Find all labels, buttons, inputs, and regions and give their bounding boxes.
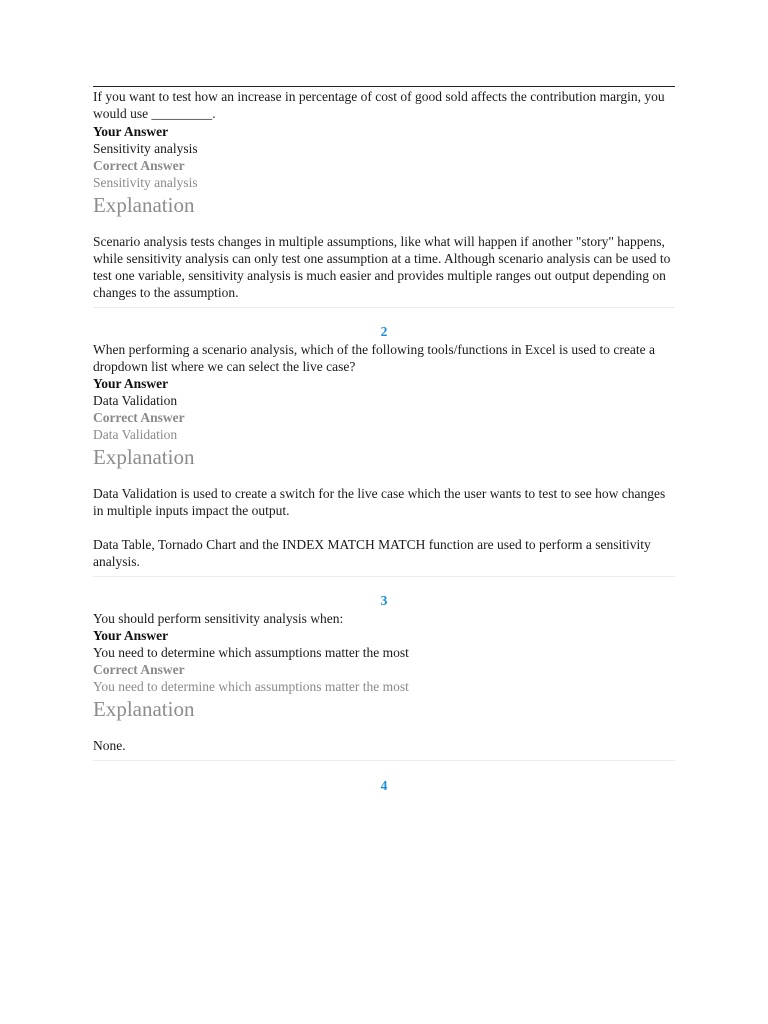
your-answer-label: Your Answer: [93, 376, 169, 391]
question-separator: [93, 307, 675, 308]
question-number: 3: [380, 593, 388, 608]
correct-answer-label: Correct Answer: [93, 410, 185, 425]
correct-answer-label: Correct Answer: [93, 662, 185, 677]
question-block-2: [93, 323, 675, 577]
your-answer-label: Your Answer: [93, 124, 169, 139]
explanation-heading: Explanation: [93, 193, 195, 217]
explanation-heading: Explanation: [93, 445, 195, 469]
question-separator: [93, 760, 675, 761]
question-separator: [93, 576, 675, 577]
top-divider: [93, 86, 675, 87]
correct-answer-value: Sensitivity analysis: [93, 175, 198, 190]
question-text: You should perform sensitivity analysis when:: [93, 611, 344, 626]
question-text: If you want to test how an increase in percentage of cost of good sold affects the contribution margin, you would use _________.: [93, 89, 665, 121]
question-block-3: [93, 592, 675, 761]
your-answer-value: You need to determine which assumptions matter the most: [93, 645, 409, 660]
correct-answer-label: Correct Answer: [93, 158, 185, 173]
question-text: When performing a scenario analysis, which of the following tools/functions in Excel is used to create a dropdown list where we can select the live case?: [93, 342, 655, 374]
explanation-text: Scenario analysis tests changes in multiple assumptions, like what will happen if another "story" happens, while sensitivity analysis can only test one assumption at a time. Although scenario analysis can be used to test one variable, sensitivity analysis is much easier and provides multiple ranges out output depending on changes to the assumption.: [93, 234, 671, 300]
question-number: 4: [380, 778, 388, 793]
correct-answer-value: You need to determine which assumptions matter the most: [93, 679, 409, 694]
correct-answer-value: Data Validation: [93, 427, 178, 442]
question-block-1: [93, 88, 675, 308]
explanation-text: None.: [93, 738, 126, 753]
explanation-text: Data Table, Tornado Chart and the INDEX MATCH MATCH function are used to perform a sensitivity analysis.: [93, 537, 651, 569]
quiz-review-page: [93, 86, 675, 794]
question-number: 2: [380, 324, 388, 339]
your-answer-label: Your Answer: [93, 628, 169, 643]
your-answer-value: Sensitivity analysis: [93, 141, 198, 156]
explanation-text: Data Validation is used to create a switch for the live case which the user wants to test to see how changes in multiple inputs impact the output.: [93, 486, 666, 518]
explanation-heading: Explanation: [93, 697, 195, 721]
your-answer-value: Data Validation: [93, 393, 178, 408]
